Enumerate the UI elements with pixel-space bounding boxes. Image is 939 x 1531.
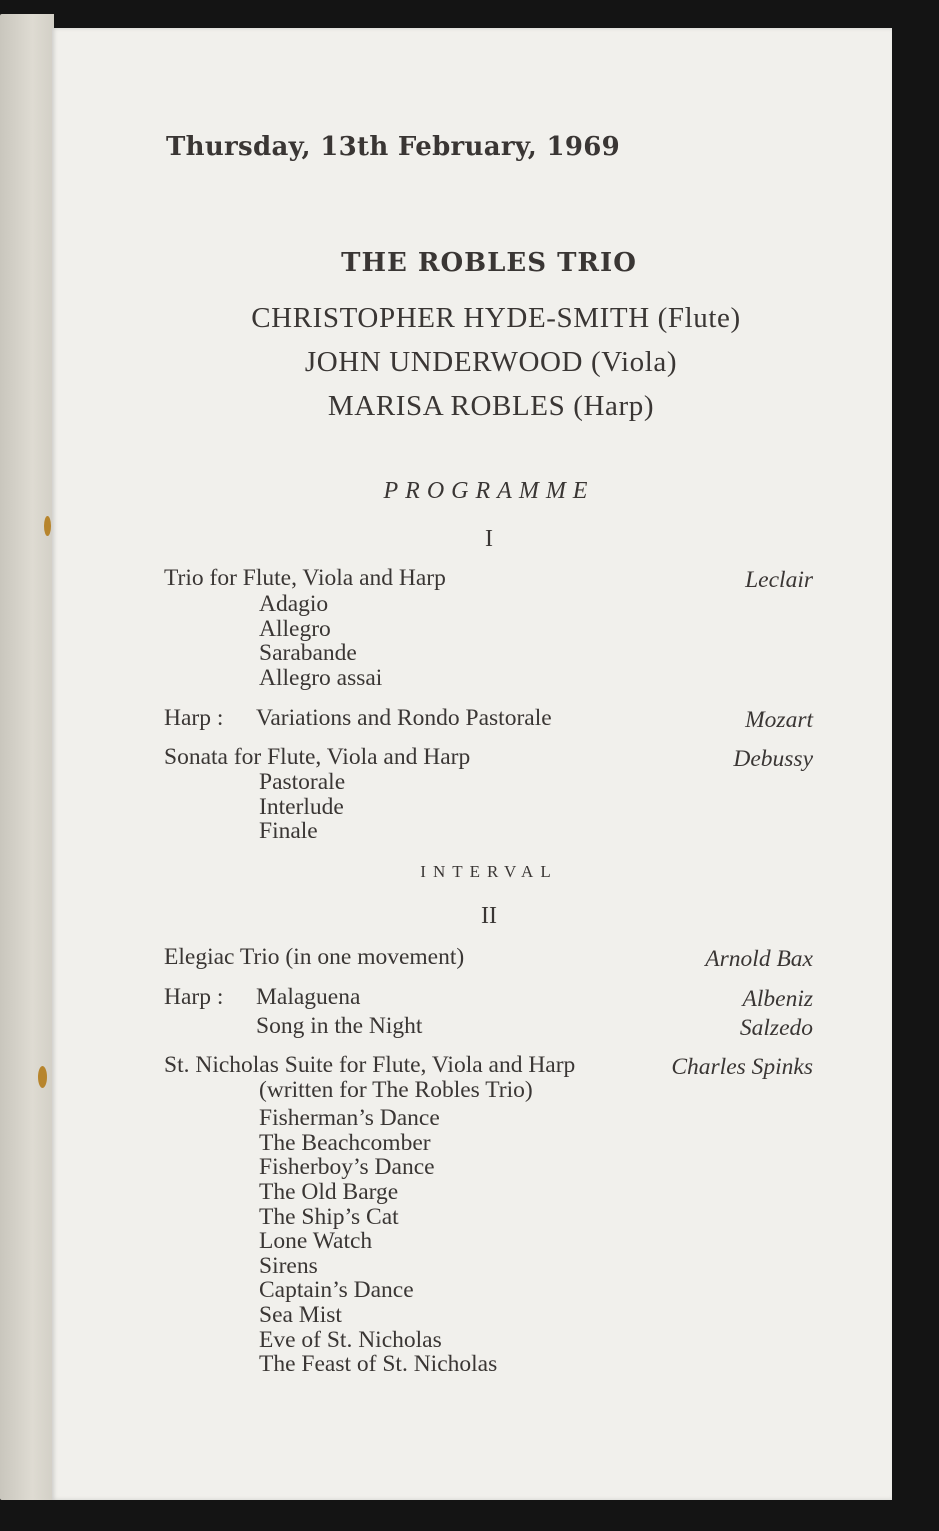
work-title: Malaguena [256,984,361,1010]
movement: Adagio [259,591,329,617]
composer: Albeniz [742,986,813,1012]
movement: Allegro [259,616,331,642]
instrument-label: Harp : [164,984,224,1010]
paper-stain [38,1066,47,1088]
movement: The Beachcomber [259,1130,431,1156]
movement: Sea Mist [259,1302,342,1328]
movement: Sarabande [259,640,357,666]
work-title: Elegiac Trio (in one movement) [164,944,465,970]
movement: Eve of St. Nicholas [259,1327,442,1353]
programme-heading: PROGRAMME [383,478,595,504]
concert-date: Thursday, 13th February, 1969 [166,132,621,162]
paper-stain [44,516,51,536]
performer-flute: CHRISTOPHER HYDE-SMITH (Flute) [251,302,741,334]
composer: Mozart [745,707,813,733]
movement: The Feast of St. Nicholas [259,1351,498,1377]
work-title: Song in the Night [256,1013,423,1039]
movement: Lone Watch [259,1228,373,1254]
movement: Interlude [259,794,344,820]
composer: Arnold Bax [705,946,813,972]
composer: Leclair [745,567,813,593]
performer-harp: MARISA ROBLES (Harp) [327,390,655,422]
work-title: Sonata for Flute, Viola and Harp [164,744,471,770]
facing-page-edge [0,14,54,1500]
work-title: Trio for Flute, Viola and Harp [164,565,446,591]
movement: Fisherboy’s Dance [259,1154,435,1180]
interval-label: INTERVAL [420,862,558,881]
movement: Pastorale [259,769,346,795]
instrument-label: Harp : [164,705,224,731]
composer: Charles Spinks [671,1054,813,1080]
performer-viola: JOHN UNDERWOOD (Viola) [304,346,678,378]
ensemble-name: THE ROBLES TRIO [341,248,637,278]
composer: Salzedo [739,1015,813,1041]
composer: Debussy [733,746,813,772]
movement: The Old Barge [259,1179,399,1205]
work-title: Variations and Rondo Pastorale [256,705,552,731]
movement: Fisherman’s Dance [259,1105,440,1131]
movement: Finale [259,818,318,844]
work-note: (written for The Robles Trio) [259,1077,533,1103]
part-two-numeral: II [481,903,497,929]
movement: Sirens [259,1253,318,1279]
movement: Allegro assai [259,665,383,691]
movement: Captain’s Dance [259,1277,414,1303]
movement: The Ship’s Cat [259,1204,399,1230]
work-title: St. Nicholas Suite for Flute, Viola and Harp [164,1052,576,1078]
part-one-numeral: I [485,526,493,552]
